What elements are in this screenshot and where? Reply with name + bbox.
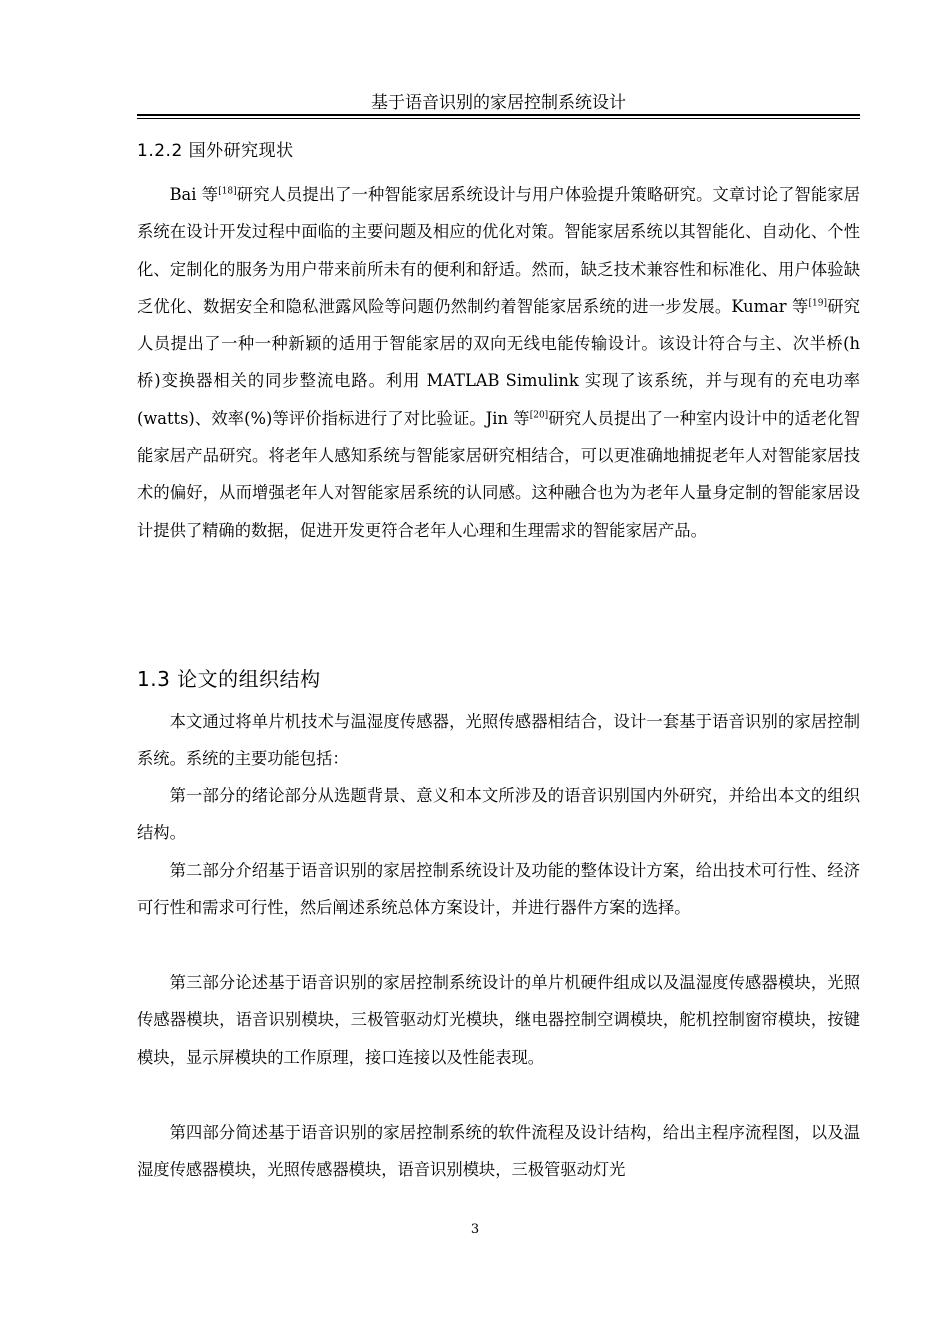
paragraph-part-two: 第二部分介绍基于语音识别的家居控制系统设计及功能的整体设计方案，给出技术可行性、经济可行性和需求可行性，然后阐述系统总体方案设计，并进行器件方案的选择。: [137, 861, 860, 918]
header-rule-thin: [137, 118, 860, 119]
header-rule-thick: [137, 114, 860, 116]
running-header: 基于语音识别的家居控制系统设计: [371, 93, 626, 113]
text-run: 研究人员提出了一种室内设计中的适老化智能家居产品研究。将老年人感知系统与智能家居研究相结合，可以更准确地捕捉老年人对智能家居技术的偏好，从而增强老年人对智能家居系统的认同感。这种融合也为为老年人量身定制的智能家居设计提供了精确的数据，促进开发更符合老年人心理和生理需求的智能家居产品。: [137, 408, 860, 540]
section-heading-1-3: 1.3 论文的组织结构: [137, 667, 321, 691]
paragraph-part-three: 第三部分论述基于语音识别的家居控制系统设计的单片机硬件组成以及温湿度传感器模块，光照传感器模块，语音识别模块，三极管驱动灯光模块，继电器控制空调模块，舵机控制窗帘模块，按键模块，显示屏模块的工作原理，接口连接以及性能表现。: [137, 973, 860, 1067]
paragraph-part-one: 第一部分的绪论部分从选题背景、意义和本文所涉及的语音识别国内外研究，并给出本文的组织结构。: [137, 786, 860, 843]
text-run: Bai 等: [169, 185, 219, 204]
page-number: 3: [470, 1222, 480, 1237]
text-run: 研究人员提出了一种智能家居系统设计与用户体验提升策略研究。文章讨论了智能家居系统在设计开发过程中面临的主要问题及相应的优化对策。智能家居系统以其智能化、自动化、个性化、定制化的服务为用户带来前所未有的便利和舒适。然而，缺乏技术兼容性和标准化、用户体验缺乏优化、数据安全和隐私泄露风险等问题仍然制约着智能家居系统的进一步发展。Kumar 等: [137, 185, 860, 316]
citation-19: [19]: [808, 298, 827, 309]
section-heading-1-2-2: 1.2.2 国外研究现状: [137, 141, 294, 161]
paragraph-overview: 本文通过将单片机技术与温湿度传感器，光照传感器相结合，设计一套基于语音识别的家居控制系统。系统的主要功能包括：: [137, 712, 860, 769]
citation-20: [20]: [529, 410, 549, 421]
text-run: 研究人员提出了一种一种新颖的适用于智能家居的双向无线电能传输设计。该设计符合与主、次半桥(h 桥)变换器相关的同步整流电路。利用 MATLAB Simulink 实现了该系统，并与现有的充电功率(watts)、效率(%)等评价指标进行了对比验证。Jin 等: [137, 296, 860, 428]
paragraph-foreign-research: [137, 176, 860, 549]
citation-18: [18]: [218, 186, 237, 197]
paragraph-part-four: 第四部分简述基于语音识别的家居控制系统的软件流程及设计结构，给出主程序流程图，以及温湿度传感器模块，光照传感器模块，语音识别模块，三极管驱动灯光: [137, 1123, 860, 1180]
